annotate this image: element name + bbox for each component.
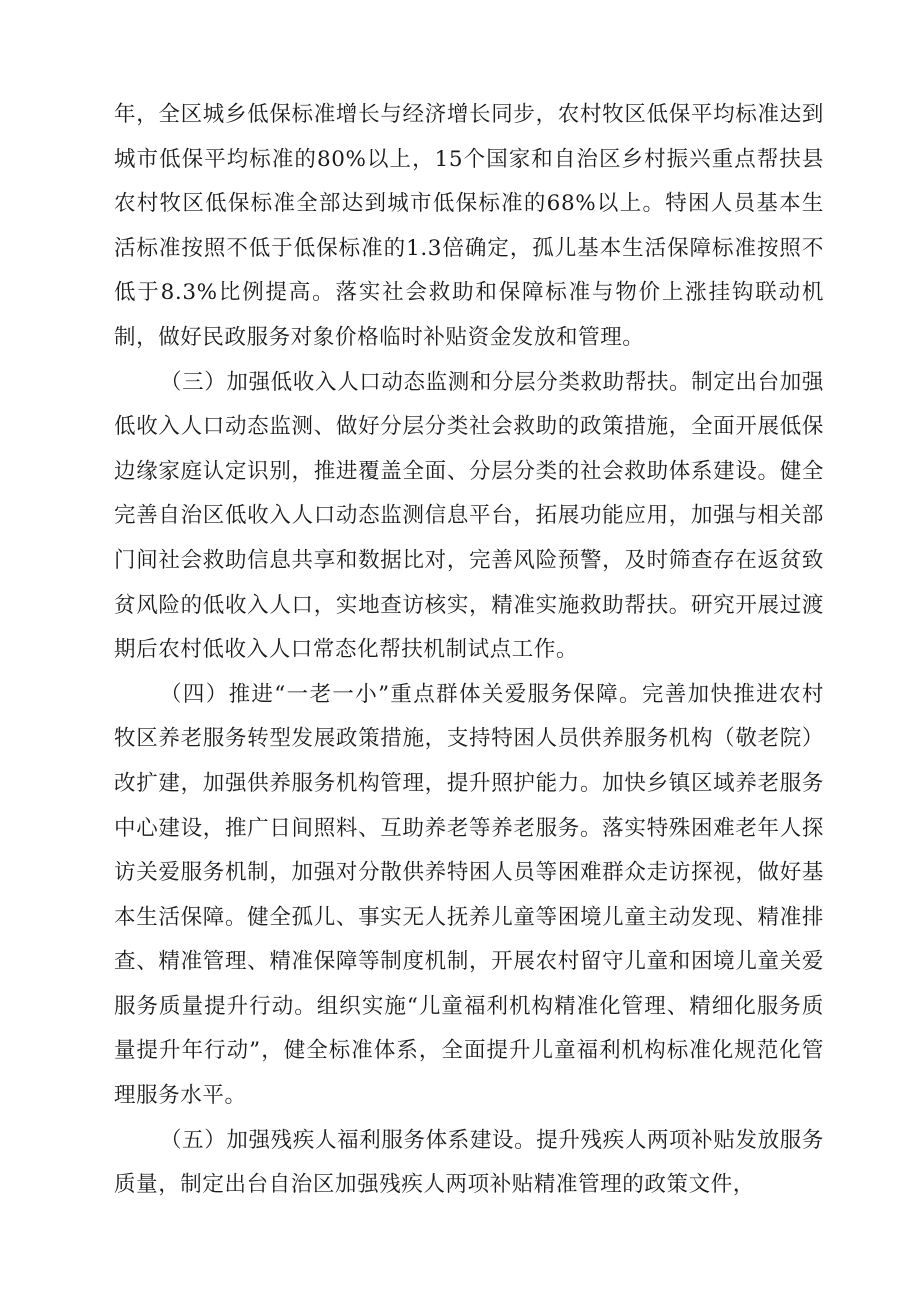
paragraph-section-4-elderly-children: （四）推进“一老一小”重点群体关爱服务保障。完善加快推进农村牧区养老服务转型发展政策措施，支持特困人员供养服务机构（敬老院）改扩建，加强供养服务机构管理，提升照护能力。加快乡镇区域养老服务中心建设，推广日间照料、互助养老等养老服务。落实特殊困难老年人探访关爱服务机制，加强对分散供养特困人员等困难群众走访探视，做好基本生活保障。健全孤儿、事实无人抚养儿童等困境儿童主动发现、精准排查、精准管理、精准保障等制度机制，开展农村留守儿童和困境儿童关爱服务质量提升行动。组织实施“儿童福利机构精准化管理、精细化服务质量提升年行动”，健全标准体系，全面提升儿童福利机构标准化规范化管理服务水平。	[114, 681, 824, 1109]
document-page	[114, 93, 824, 1208]
paragraph-section-3-dynamic-monitoring: （三）加强低收入人口动态监测和分层分类救助帮扶。制定出台加强低收入人口动态监测、做好分层分类社会救助的政策措施，全面开展低保边缘家庭认定识别，推进覆盖全面、分层分类的社会救助体系建设。健全完善自治区低收入人口动态监测信息平台，拓展功能应用，加强与相关部门间社会救助信息共享和数据比对，完善风险预警，及时筛查存在返贫致贫风险的低收入人口，实地查访核实，精准实施救助帮扶。研究开展过渡期后农村低收入人口常态化帮扶机制试点工作。	[114, 369, 824, 663]
paragraph-section-5-disabled-welfare: （五）加强残疾人福利服务体系建设。提升残疾人两项补贴发放服务质量，制定出台自治区加强残疾人两项补贴精准管理的政策文件，	[114, 1127, 824, 1198]
paragraph-low-income-standards: 年，全区城乡低保标准增长与经济增长同步，农村牧区低保平均标准达到城市低保平均标准的80%以上，15个国家和自治区乡村振兴重点帮扶县农村牧区低保标准全部达到城市低保标准的68%以上。特困人员基本生活标准按照不低于低保标准的1.3倍确定，孤儿基本生活保障标准按照不低于8.3%比例提高。落实社会救助和保障标准与物价上涨挂钩联动机制，做好民政服务对象价格临时补贴资金发放和管理。	[114, 102, 824, 350]
